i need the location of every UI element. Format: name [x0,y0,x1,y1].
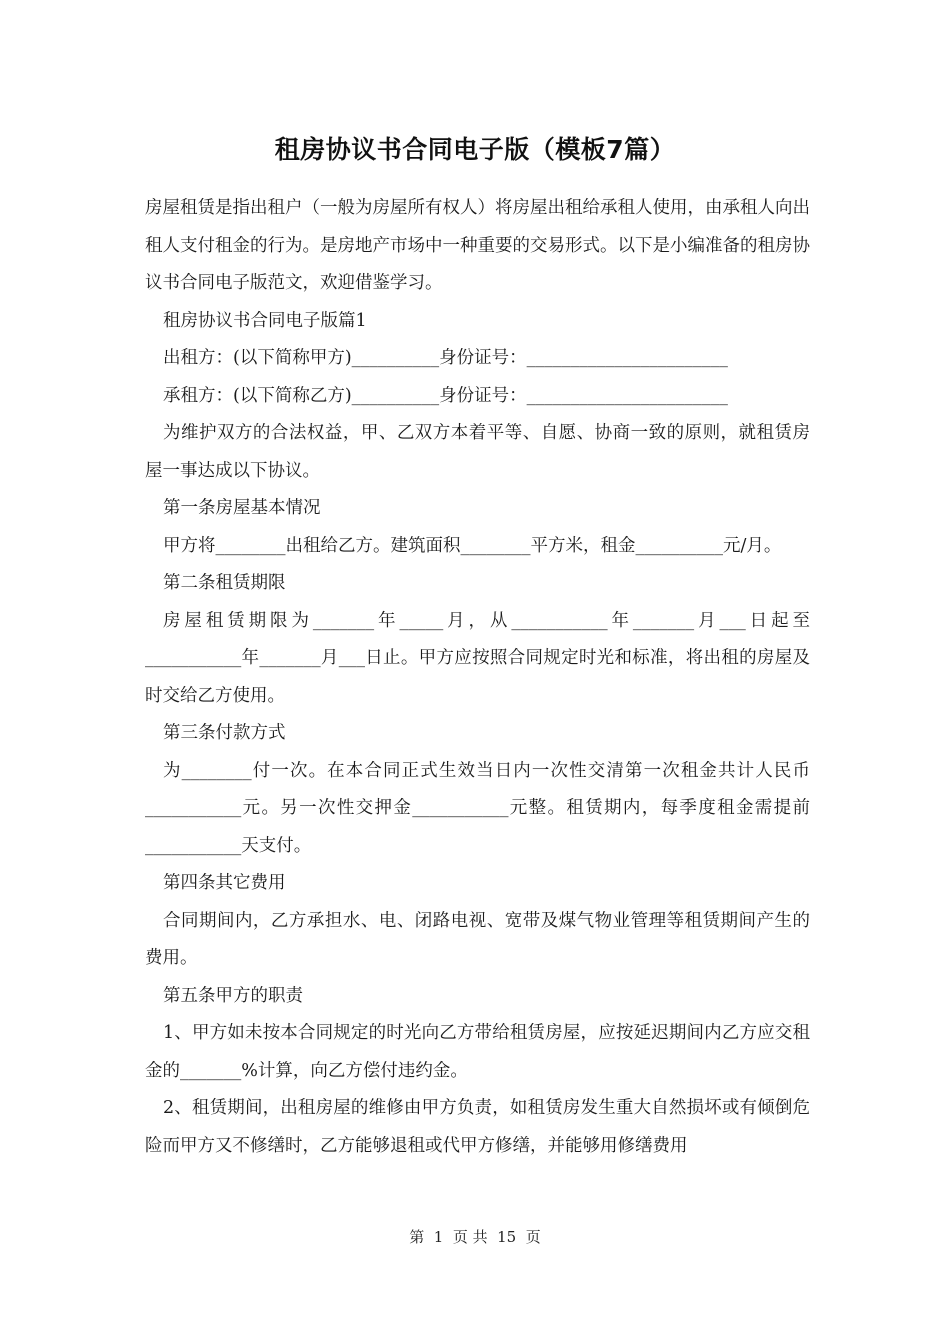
document-title: 租房协议书合同电子版（模板7篇） [274,135,676,164]
article-paragraph: 合同期间内，乙方承担水、电、闭路电视、宽带及煤气物业管理等租赁期间产生的费用。 [145,910,810,968]
lessor-line: 出租方：(以下简称甲方)__________身份证号：_______________________ [163,348,728,368]
intro-paragraph: 房屋租赁是指出租户（一般为房屋所有权人）将房屋出租给承租人使用，由承租人向出租人支付租金的行为。是房地产市场中一种重要的交易形式。以下是小编准备的租房协议书合同电子版范文，欢迎借鉴学习。 [145,198,810,293]
article-heading: 第五条甲方的职责 [163,985,303,1006]
preamble-paragraph: 为维护双方的合法权益，甲、乙双方本着平等、自愿、协商一致的原则，就租赁房屋一事达成以下协议。 [145,423,810,481]
section-heading: 租房协议书合同电子版篇1 [163,310,367,331]
article-paragraph: 房屋租赁期限为_______年_____月，从___________年_______月___日起至___________年_______月___日止。甲方应按照合同规定时光和标准，将出租的房屋及时交给乙方使用。 [145,610,810,706]
article-heading: 第三条付款方式 [163,723,286,743]
article-paragraph: 1、甲方如未按本合同规定的时光向乙方带给租赁房屋，应按延迟期间内乙方应交租金的_______%计算，向乙方偿付违约金。 [145,1023,810,1081]
article-paragraph: 为________付一次。在本合同正式生效当日内一次性交清第一次租金共计人民币___________元。另一次性交押金___________元整。租赁期内，每季度租金需提前___________天支付。 [145,760,810,856]
lessee-line: 承租方：(以下简称乙方)__________身份证号：_______________________ [163,385,728,406]
article-heading: 第四条其它费用 [163,873,286,893]
article-heading: 第二条租赁期限 [163,573,286,593]
article-paragraph: 2、租赁期间，出租房屋的维修由甲方负责，如租赁房发生重大自然损坏或有倾倒危险而甲方又不修缮时，乙方能够退租或代甲方修缮，并能够用修缮费用 [145,1098,810,1156]
page-number-footer: 第 1 页 共 15 页 [409,1228,541,1246]
article-paragraph: 甲方将________出租给乙方。建筑面积________平方米，租金__________元/月。 [163,535,782,556]
article-heading: 第一条房屋基本情况 [163,498,321,518]
document-body [145,190,810,1165]
